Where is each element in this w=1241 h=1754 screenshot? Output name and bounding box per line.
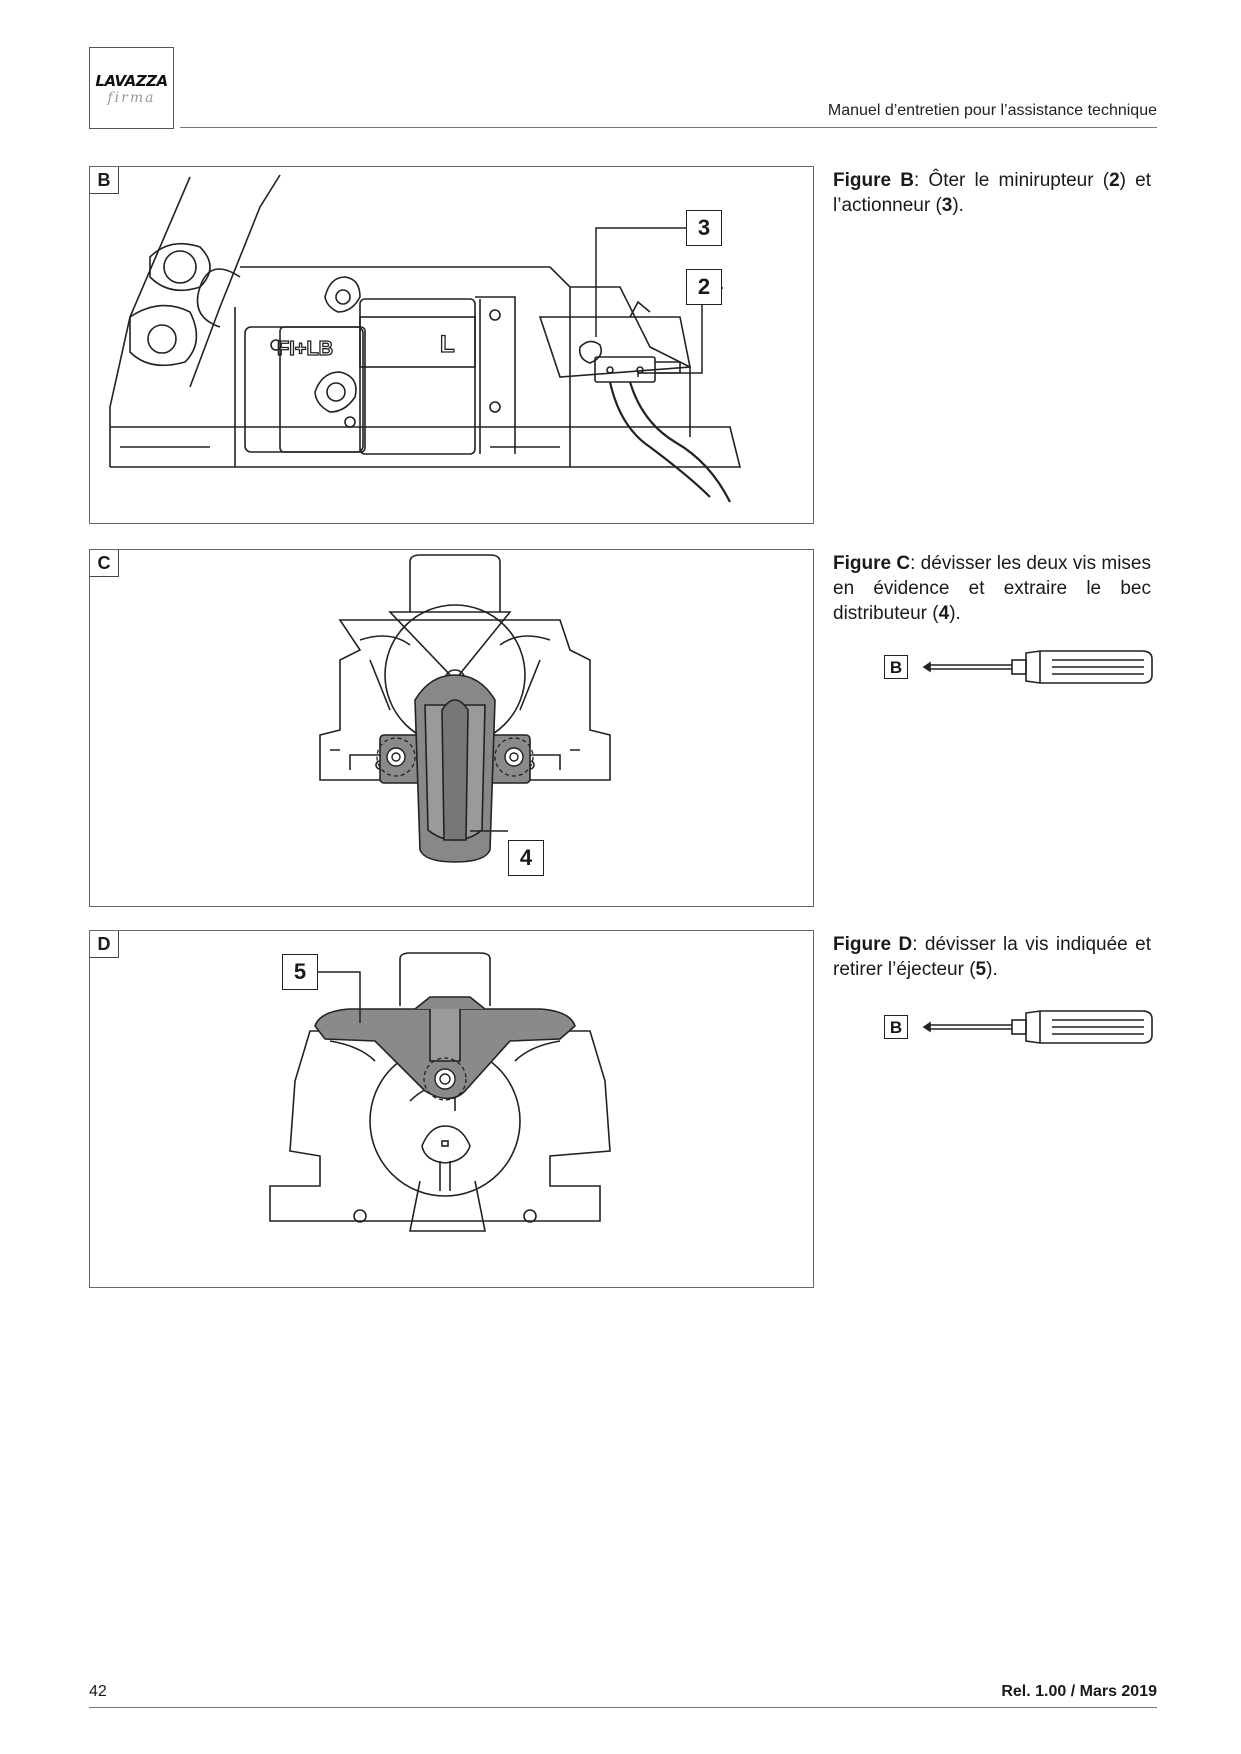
figure-c-caption bbox=[833, 551, 1151, 626]
logo-brand-text: LAVAZZA bbox=[95, 72, 168, 90]
embossed-label-filb: FI+LB bbox=[277, 338, 334, 360]
logo-sub-text: firma bbox=[107, 90, 156, 106]
figure-b-tag: B bbox=[90, 167, 119, 194]
brand-logo bbox=[89, 47, 174, 129]
embossed-label-l: L bbox=[440, 331, 455, 358]
figure-d-tool bbox=[884, 1007, 1154, 1047]
callout-5: 5 bbox=[282, 954, 318, 990]
release-info: Rel. 1.00 / Mars 2019 bbox=[1001, 1683, 1157, 1700]
tool-tag: B bbox=[884, 655, 908, 679]
caption-ref: 3 bbox=[941, 195, 953, 216]
caption-ref: 5 bbox=[975, 959, 987, 980]
figure-c-tool bbox=[884, 647, 1154, 687]
footer-divider bbox=[89, 1707, 1157, 1708]
phillips-screwdriver-icon bbox=[922, 1007, 1154, 1047]
tool-tag: B bbox=[884, 1015, 908, 1039]
figure-d-caption bbox=[833, 932, 1151, 982]
caption-text: ). bbox=[952, 195, 964, 216]
caption-text: : dévisser les deux vis mises en évidence et extraire le bec distributeur ( bbox=[833, 553, 1151, 624]
figure-c-panel bbox=[89, 549, 814, 907]
document-title: Manuel d’entretien pour l’assistance technique bbox=[827, 102, 1157, 119]
header-divider bbox=[180, 127, 1157, 128]
figure-c-illustration bbox=[90, 550, 814, 907]
callout-4: 4 bbox=[508, 840, 544, 876]
caption-text: : Ôter le minirupteur ( bbox=[913, 170, 1110, 191]
figure-d-illustration bbox=[90, 931, 814, 1288]
figure-d-tag: D bbox=[90, 931, 119, 958]
figure-c-label: Figure C bbox=[833, 553, 911, 574]
page-number: 42 bbox=[89, 1683, 107, 1700]
phillips-screwdriver-icon bbox=[922, 647, 1154, 687]
caption-text: ). bbox=[949, 603, 961, 624]
figure-b-panel bbox=[89, 166, 814, 524]
caption-text: ). bbox=[986, 959, 998, 980]
figure-d-label: Figure D bbox=[833, 934, 913, 955]
callout-3: 3 bbox=[686, 210, 722, 246]
figure-d-panel bbox=[89, 930, 814, 1288]
caption-text: : dévisser la vis indiquée et retirer l’éjecteur ( bbox=[833, 934, 1152, 980]
caption-ref: 4 bbox=[938, 603, 950, 624]
figure-b-caption bbox=[833, 168, 1151, 218]
figure-c-tag: C bbox=[90, 550, 119, 577]
figure-b-label: Figure B bbox=[833, 170, 914, 191]
caption-ref: 2 bbox=[1109, 170, 1120, 191]
caption-text: ) et l’actionneur ( bbox=[833, 170, 1152, 216]
callout-2: 2 bbox=[686, 269, 722, 305]
